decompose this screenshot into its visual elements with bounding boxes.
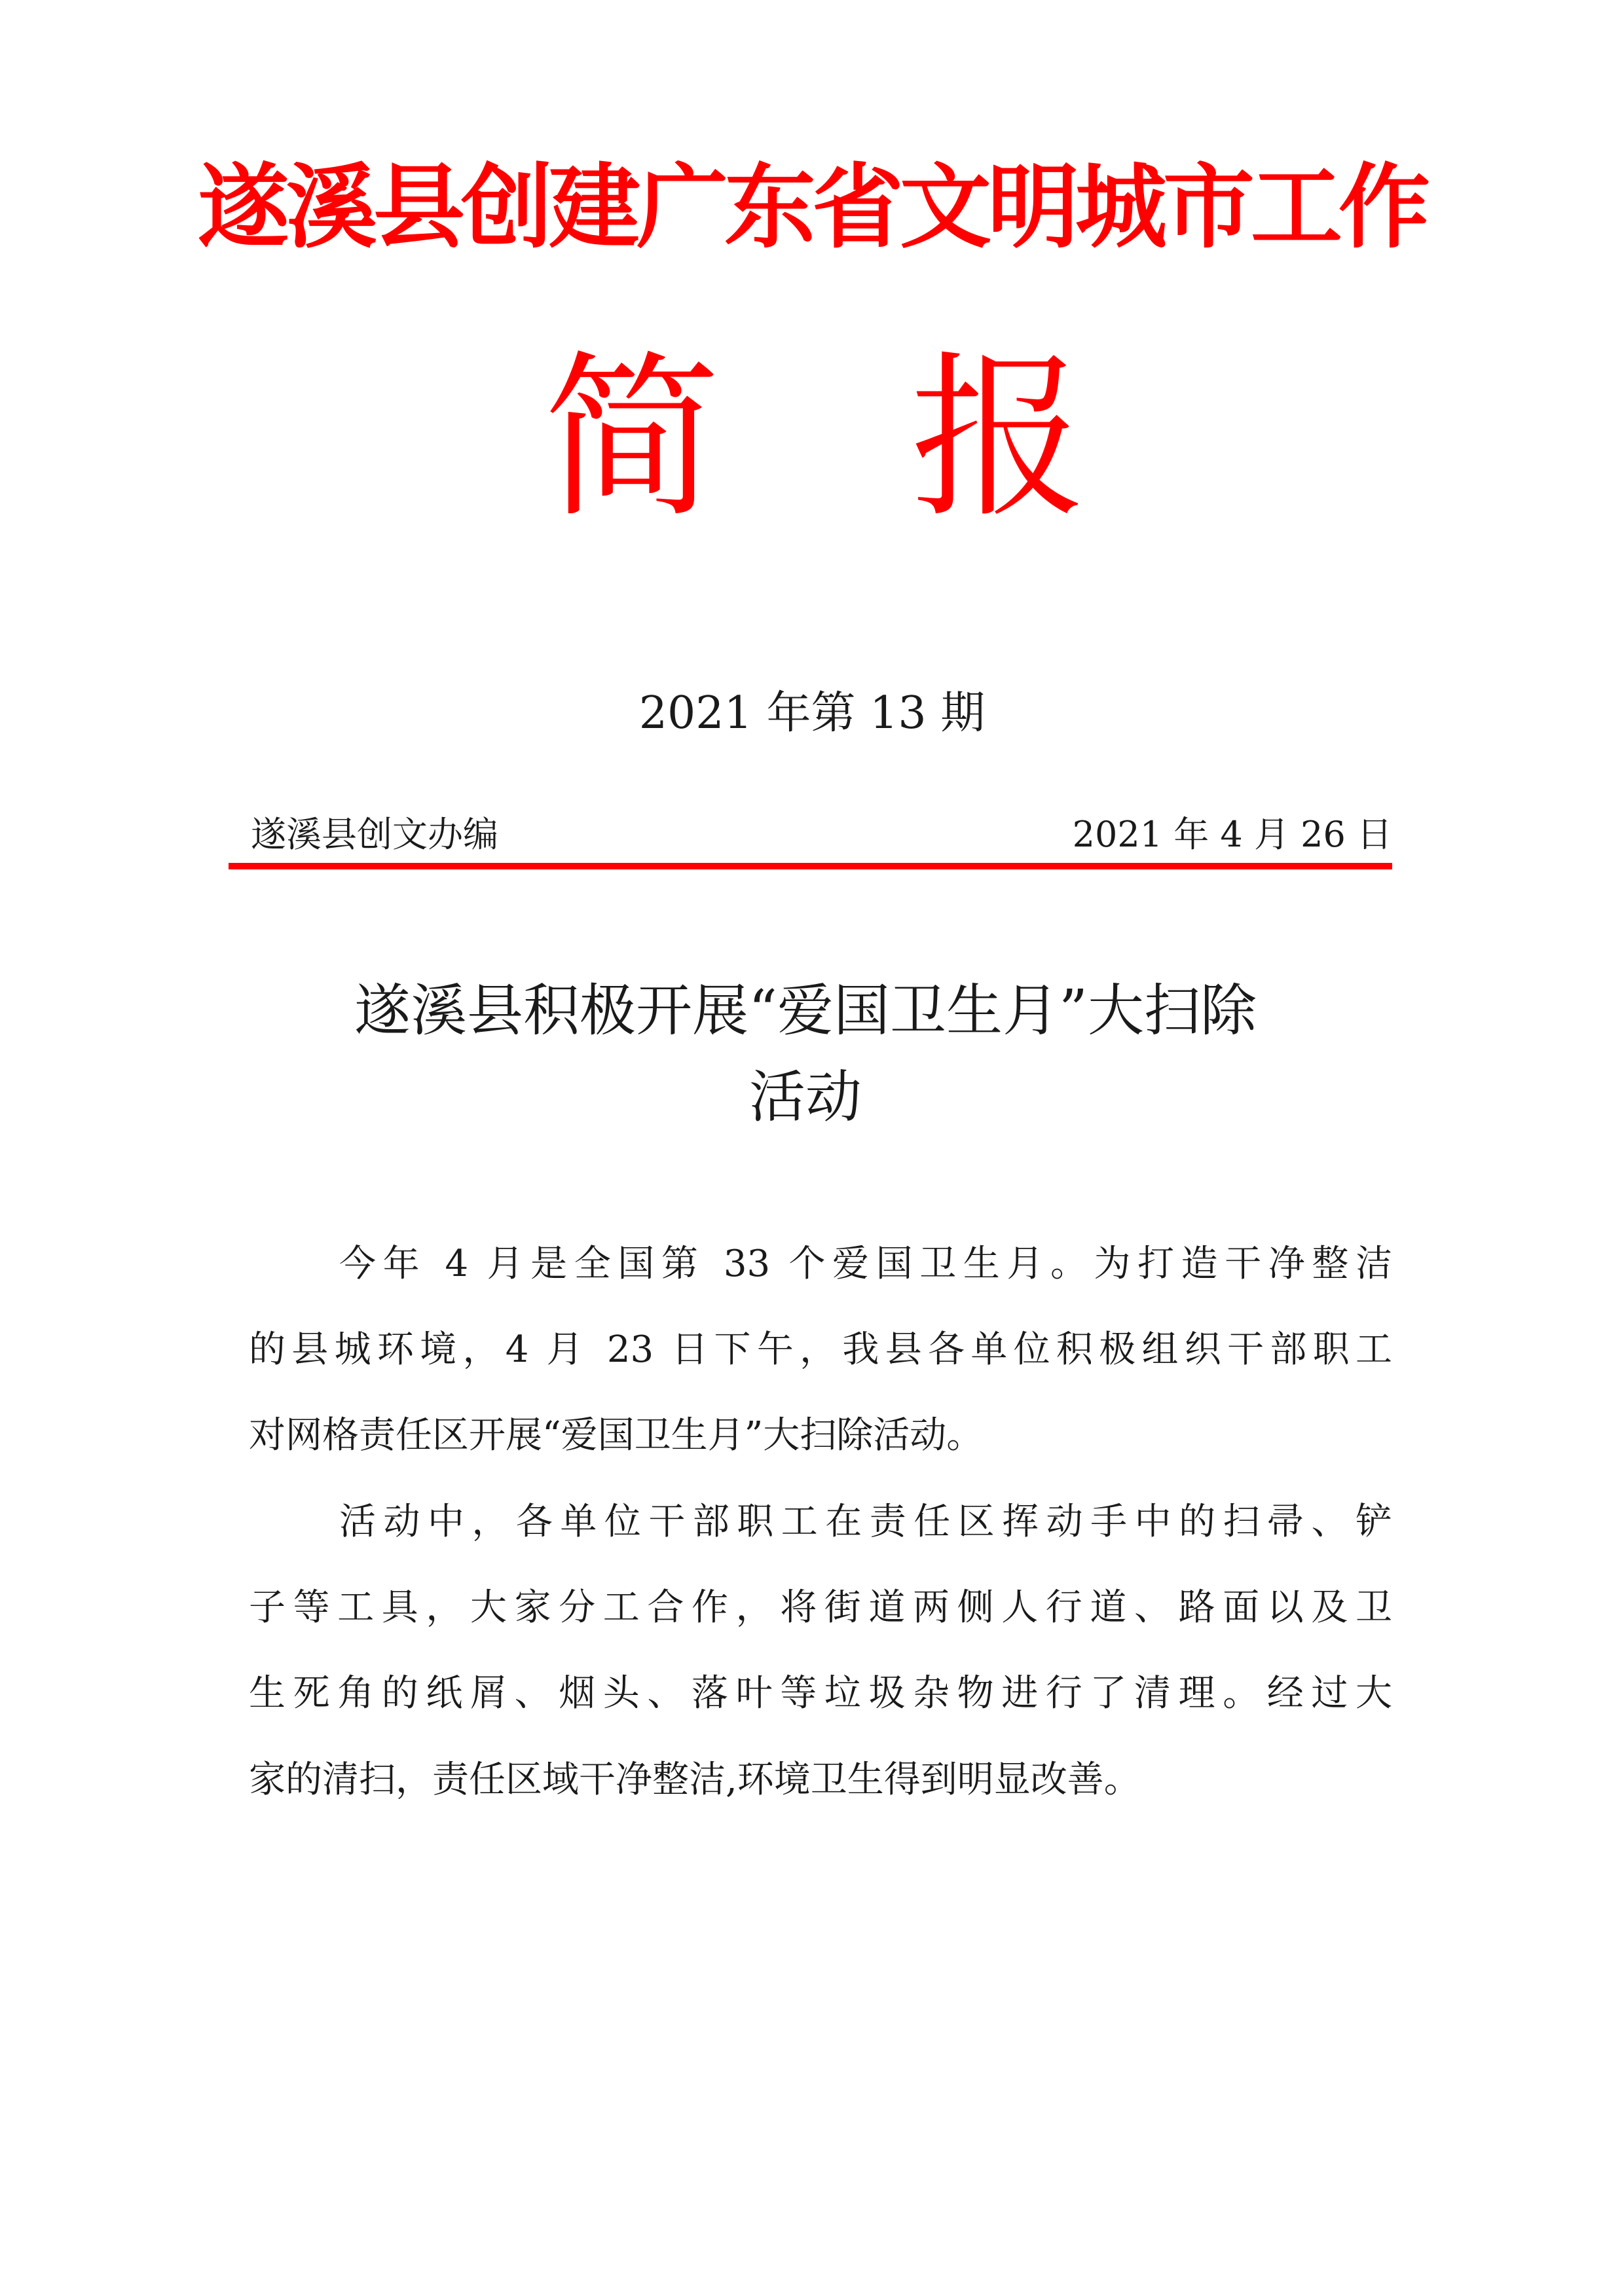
publish-date: 2021 年 4 月 26 日 <box>1072 814 1392 855</box>
issue-number: 2021 年第 13 期 <box>638 687 986 739</box>
brief-title-char-2: 报 <box>910 335 1087 541</box>
red-divider <box>229 863 1392 869</box>
body-line: 生死角的纸屑、烟头、落叶等垃圾杂物进行了清理。经过大 <box>249 1672 1392 1715</box>
editor-label: 遂溪县创文办编 <box>251 814 498 855</box>
masthead-title: 遂溪县创建广东省文明城市工作 <box>197 155 1426 261</box>
article-title <box>275 968 1336 1140</box>
body-line: 子等工具，大家分工合作，将街道两侧人行道、路面以及卫 <box>249 1586 1392 1629</box>
body-line: 活动中，各单位干部职工在责任区挥动手中的扫帚、铲 <box>339 1501 1392 1543</box>
article-title-line-1: 遂溪县积极开展“爱国卫生月”大扫除 <box>354 978 1257 1044</box>
body-line: 对网格责任区开展“爱国卫生月”大扫除活动。 <box>249 1414 984 1457</box>
brief-title-char-1: 简 <box>544 335 720 541</box>
body-line: 今年 4 月是全国第 33 个爱国卫生月。为打造干净整洁 <box>339 1243 1392 1285</box>
body-line: 家的清扫，责任区域干净整洁,环境卫生得到明显改善。 <box>249 1758 1141 1801</box>
body-line: 的县城环境，4 月 23 日下午，我县各单位积极组织干部职工 <box>249 1328 1392 1371</box>
article-title-line-2: 活动 <box>749 1065 862 1130</box>
